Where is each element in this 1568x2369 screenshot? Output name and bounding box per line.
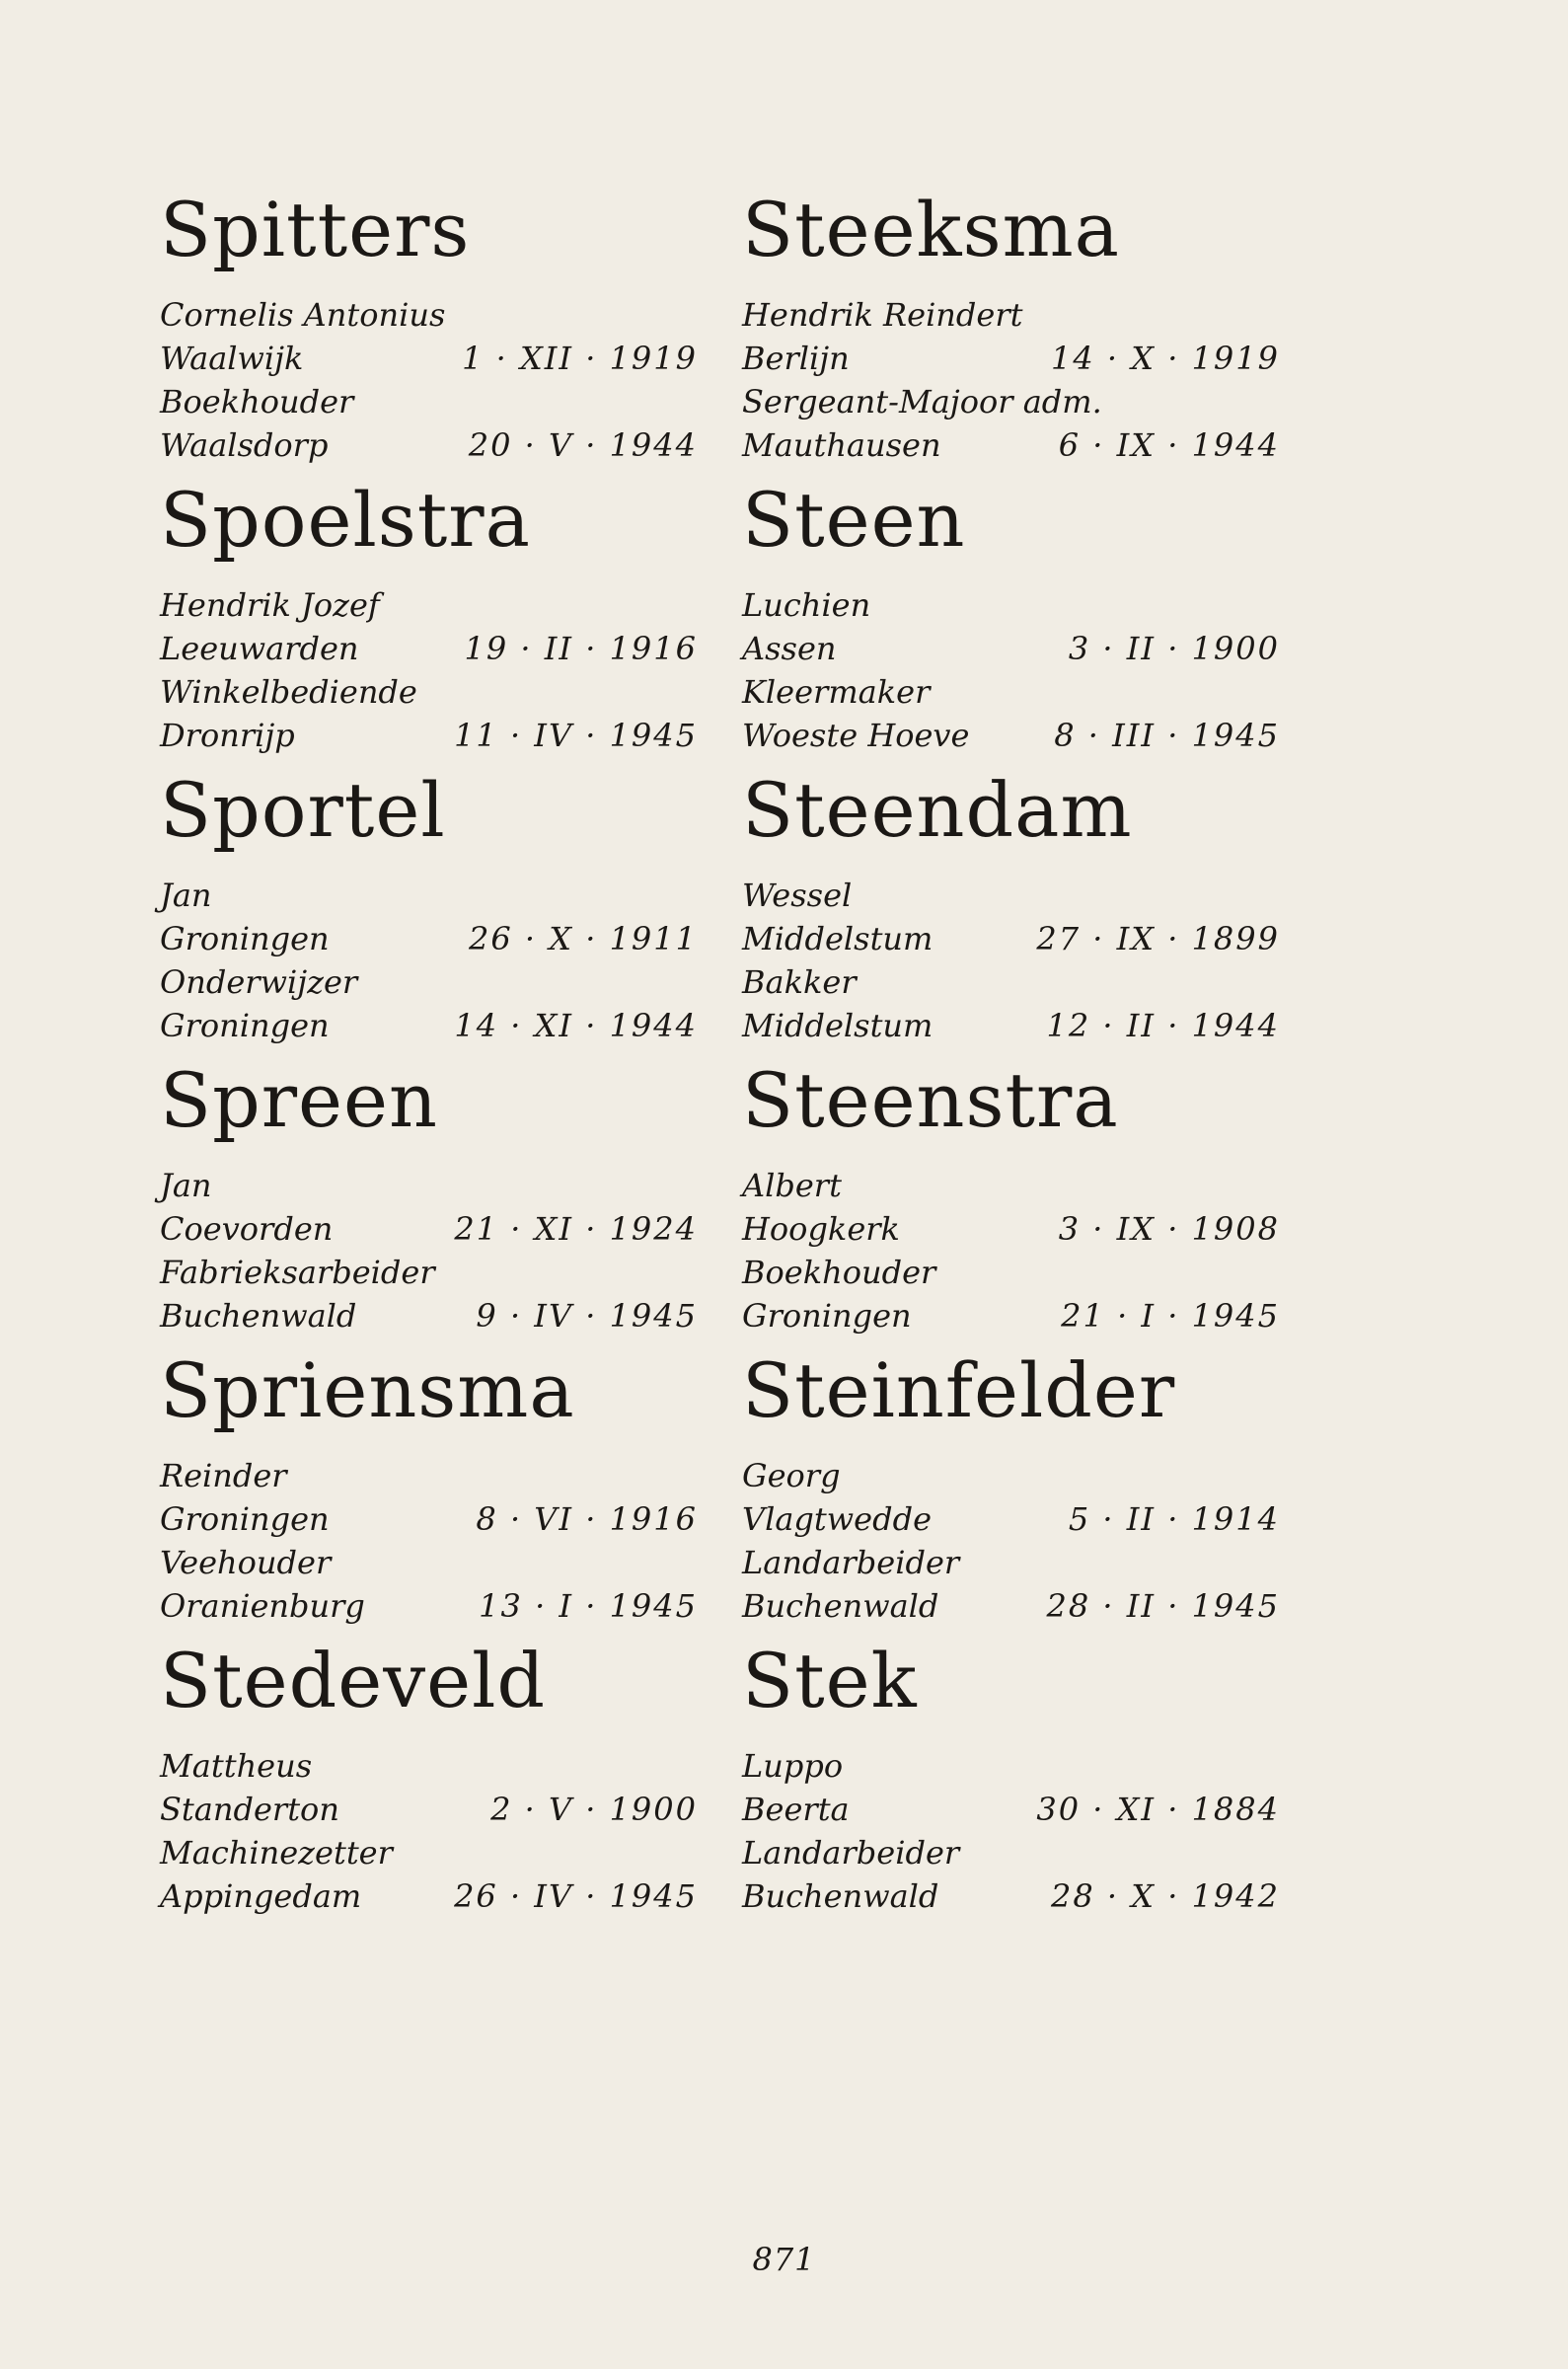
death-date: 20 · V · 1944 [468, 426, 698, 464]
first-names-row [742, 874, 1280, 917]
left-column [160, 183, 698, 1924]
death-row [160, 714, 698, 757]
surname: Spitters [160, 186, 471, 273]
first-names: Reinder [160, 1457, 287, 1494]
death-place: Buchenwald [160, 1297, 357, 1335]
death-row [742, 1294, 1280, 1337]
birth-row [160, 337, 698, 380]
death-place: Buchenwald [742, 1877, 939, 1915]
occupation: Landarbeider [742, 1544, 960, 1581]
birthplace: Hoogkerk [742, 1210, 900, 1248]
birthplace: Leeuwarden [160, 630, 359, 667]
death-row [742, 1874, 1280, 1918]
death-place: Woeste Hoeve [742, 717, 970, 754]
death-row [160, 1004, 698, 1047]
birthplace: Berlijn [742, 340, 850, 377]
death-date: 21 · I · 1945 [1061, 1297, 1280, 1335]
first-names: Mattheus [160, 1747, 313, 1785]
occupation-row [742, 1541, 1280, 1584]
occupation: Winkelbediende [160, 673, 417, 711]
person-entry [742, 763, 1280, 1053]
right-column [742, 183, 1280, 1924]
first-names: Luchien [742, 586, 871, 624]
occupation-row [742, 380, 1280, 423]
death-row [160, 423, 698, 467]
person-entry [742, 1053, 1280, 1343]
death-date: 14 · XI · 1944 [454, 1007, 698, 1044]
first-names: Jan [160, 1167, 212, 1204]
person-entry [160, 183, 698, 473]
person-entry [160, 1634, 698, 1924]
death-date: 12 · II · 1944 [1046, 1007, 1280, 1044]
birth-date: 19 · II · 1916 [464, 630, 698, 667]
occupation-row [742, 1831, 1280, 1874]
birth-date: 26 · X · 1911 [469, 920, 698, 957]
death-row [742, 1584, 1280, 1628]
person-entry [742, 183, 1280, 473]
birth-row [160, 1788, 698, 1831]
surname: Spriensma [160, 1346, 575, 1434]
birth-date: 14 · X · 1919 [1051, 340, 1280, 377]
occupation-row [160, 1251, 698, 1294]
surname: Spoelstra [160, 476, 531, 564]
surname: Steen [742, 476, 966, 564]
person-entry [160, 1053, 698, 1343]
first-names-row [160, 1744, 698, 1788]
surname: Sportel [160, 766, 446, 854]
death-place: Dronrijp [160, 717, 295, 754]
birthplace: Vlagtwedde [742, 1500, 932, 1538]
birth-date: 3 · II · 1900 [1068, 630, 1280, 667]
first-names-row [742, 1454, 1280, 1497]
occupation: Bakker [742, 963, 857, 1001]
first-names: Luppo [742, 1747, 844, 1785]
death-row [742, 1004, 1280, 1047]
occupation: Machinezetter [160, 1834, 393, 1872]
birth-date: 1 · XII · 1919 [462, 340, 698, 377]
death-row [742, 423, 1280, 467]
occupation-row [160, 1541, 698, 1584]
occupation: Onderwijzer [160, 963, 358, 1001]
first-names-row [742, 583, 1280, 627]
person-entry [160, 1343, 698, 1634]
birth-row [160, 627, 698, 670]
occupation-row [742, 670, 1280, 714]
birth-row [742, 337, 1280, 380]
birthplace: Middelstum [742, 920, 933, 957]
birth-date: 27 · IX · 1899 [1036, 920, 1280, 957]
death-row [160, 1584, 698, 1628]
person-entry [742, 1634, 1280, 1924]
birth-row [742, 1207, 1280, 1251]
death-place: Middelstum [742, 1007, 933, 1044]
surname: Stedeveld [160, 1637, 547, 1724]
birthplace: Standerton [160, 1791, 339, 1828]
occupation: Fabrieksarbeider [160, 1254, 435, 1291]
occupation-row [160, 670, 698, 714]
death-date: 9 · IV · 1945 [476, 1297, 698, 1335]
death-place: Waalsdorp [160, 426, 329, 464]
birth-date: 21 · XI · 1924 [454, 1210, 698, 1248]
occupation: Boekhouder [160, 383, 354, 420]
birth-row [742, 627, 1280, 670]
first-names-row [742, 1164, 1280, 1207]
death-place: Oranienburg [160, 1587, 365, 1625]
surname: Spreen [160, 1056, 438, 1144]
occupation-row [160, 960, 698, 1004]
birthplace: Groningen [160, 1500, 330, 1538]
first-names: Hendrik Reindert [742, 296, 1023, 334]
first-names-row [742, 293, 1280, 337]
death-place: Groningen [742, 1297, 912, 1335]
occupation: Landarbeider [742, 1834, 960, 1872]
person-entry [742, 473, 1280, 763]
first-names-row [742, 1744, 1280, 1788]
birthplace: Coevorden [160, 1210, 334, 1248]
death-date: 26 · IV · 1945 [454, 1877, 698, 1915]
death-row [160, 1294, 698, 1337]
first-names: Hendrik Jozef [160, 586, 380, 624]
first-names: Albert [742, 1167, 842, 1204]
surname: Stek [742, 1637, 918, 1724]
birth-row [742, 1497, 1280, 1541]
death-date: 28 · II · 1945 [1046, 1587, 1280, 1625]
occupation-row [160, 380, 698, 423]
death-date: 8 · III · 1945 [1054, 717, 1280, 754]
occupation-row [742, 1251, 1280, 1294]
birth-row [742, 917, 1280, 960]
surname: Steinfelder [742, 1346, 1176, 1434]
first-names-row [160, 874, 698, 917]
occupation-row [160, 1831, 698, 1874]
first-names: Cornelis Antonius [160, 296, 446, 334]
birth-row [160, 1497, 698, 1541]
birth-row [742, 1788, 1280, 1831]
page-number: 871 [752, 2241, 816, 2278]
birth-date: 2 · V · 1900 [490, 1791, 698, 1828]
death-place: Mauthausen [742, 426, 941, 464]
person-entry [742, 1343, 1280, 1634]
death-date: 28 · X · 1942 [1051, 1877, 1280, 1915]
surname: Steeksma [742, 186, 1120, 273]
birthplace: Assen [742, 630, 837, 667]
first-names: Georg [742, 1457, 841, 1494]
death-place: Buchenwald [742, 1587, 939, 1625]
death-row [742, 714, 1280, 757]
person-entry [160, 763, 698, 1053]
birth-date: 8 · VI · 1916 [476, 1500, 698, 1538]
first-names-row [160, 293, 698, 337]
first-names-row [160, 583, 698, 627]
occupation: Kleermaker [742, 673, 931, 711]
death-place: Appingedam [160, 1877, 362, 1915]
birthplace: Beerta [742, 1791, 850, 1828]
occupation-row [742, 960, 1280, 1004]
birth-date: 3 · IX · 1908 [1058, 1210, 1280, 1248]
surname: Steendam [742, 766, 1133, 854]
first-names: Wessel [742, 877, 853, 914]
death-place: Groningen [160, 1007, 330, 1044]
birth-row [160, 1207, 698, 1251]
surname: Steenstra [742, 1056, 1119, 1144]
birthplace: Waalwijk [160, 340, 304, 377]
occupation: Boekhouder [742, 1254, 936, 1291]
first-names-row [160, 1164, 698, 1207]
first-names: Jan [160, 877, 212, 914]
birth-date: 30 · XI · 1884 [1036, 1791, 1280, 1828]
occupation: Sergeant-Majoor adm. [742, 383, 1102, 420]
death-date: 11 · IV · 1945 [454, 717, 698, 754]
death-row [160, 1874, 698, 1918]
death-date: 6 · IX · 1944 [1058, 426, 1280, 464]
person-entry [160, 473, 698, 763]
occupation: Veehouder [160, 1544, 332, 1581]
birthplace: Groningen [160, 920, 330, 957]
birth-row [160, 917, 698, 960]
birth-date: 5 · II · 1914 [1068, 1500, 1280, 1538]
first-names-row [160, 1454, 698, 1497]
death-date: 13 · I · 1945 [479, 1587, 698, 1625]
